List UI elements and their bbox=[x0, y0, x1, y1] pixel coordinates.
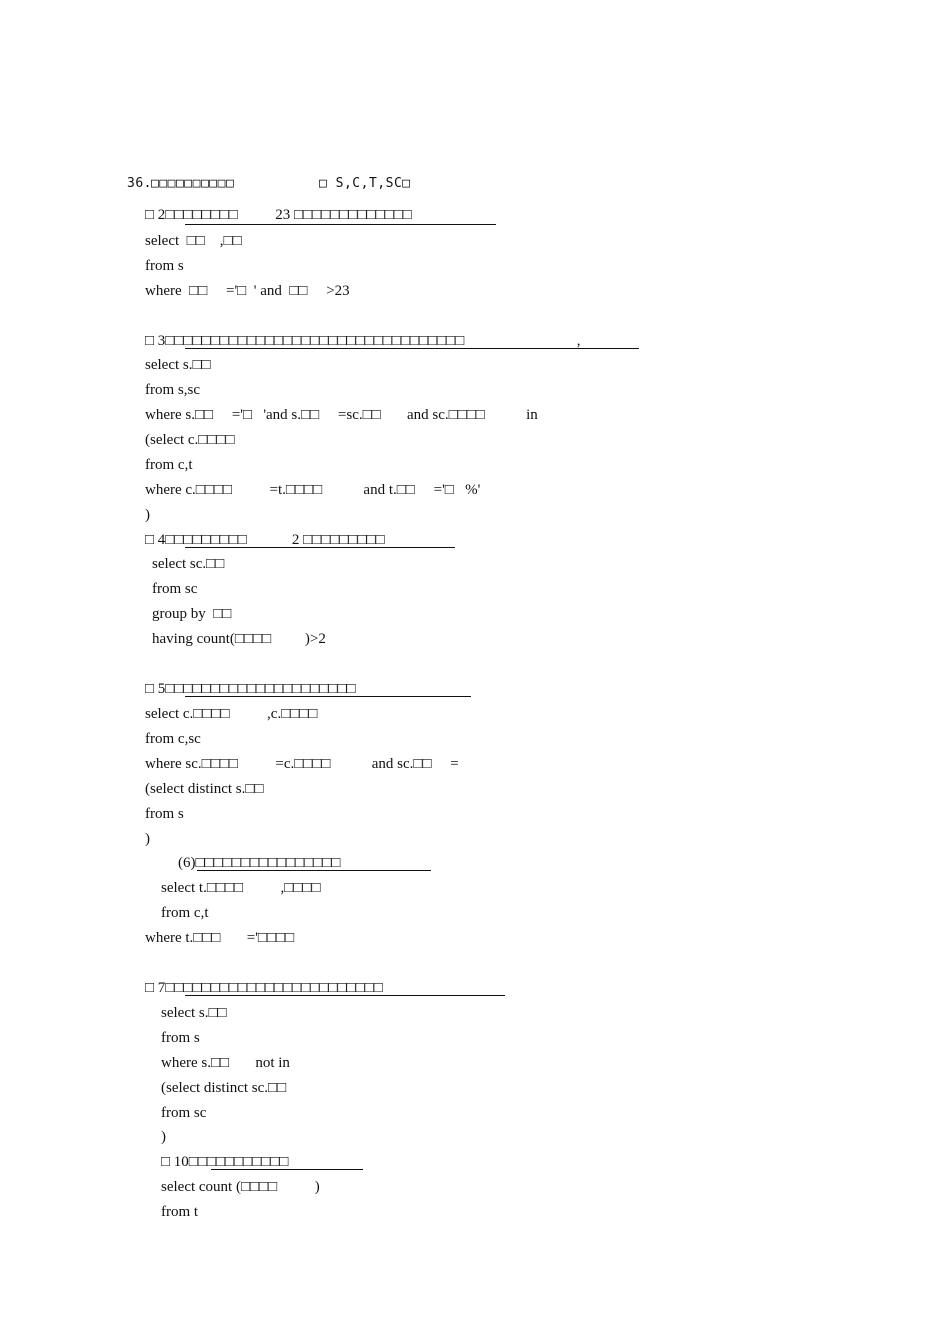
q6-code-line-1: select t.□□□□ ,□□□□ bbox=[161, 880, 321, 896]
q5-code-line-3: where sc.□□□□ =c.□□□□ and sc.□□ = bbox=[145, 756, 459, 772]
q7-code-line-4: (select distinct sc.□□ bbox=[161, 1080, 287, 1096]
q3-code-line-1: select s.□□ bbox=[145, 357, 211, 373]
q6-title-underline bbox=[197, 870, 431, 871]
q6-title: (6)□□□□□□□□□□□□□□□□ bbox=[178, 855, 341, 871]
q10-code-line-1: select count (□□□□ ) bbox=[161, 1179, 320, 1195]
question-heading-number: 36. bbox=[127, 176, 152, 191]
q3-code-line-2: from s,sc bbox=[145, 382, 200, 398]
q10-code-line-2: from t bbox=[161, 1204, 199, 1220]
q6-code-line-3: where t.□□□ ='□□□□ bbox=[145, 930, 295, 946]
q5-code-line-2: from c,sc bbox=[145, 731, 201, 747]
q10-title: □ 10□□□□□□□□□□□ bbox=[161, 1154, 289, 1170]
q7-title-underline bbox=[185, 995, 505, 996]
q3-code-line-5: from c,t bbox=[145, 457, 193, 473]
q7-code-line-2: from s bbox=[161, 1030, 200, 1046]
q4-code-line-4: having count(□□□□ )>2 bbox=[152, 631, 326, 647]
q2-title-underline bbox=[185, 224, 496, 225]
q10-title-underline bbox=[211, 1169, 363, 1170]
q5-code-line-4: (select distinct s.□□ bbox=[145, 781, 264, 797]
q5-code-line-1: select c.□□□□ ,c.□□□□ bbox=[145, 706, 318, 722]
q3-code-line-4: (select c.□□□□ bbox=[145, 432, 235, 448]
q2-code-line-1: select □□ ,□□ bbox=[145, 233, 242, 249]
q2-code-line-3: where □□ ='□ ' and □□ >23 bbox=[145, 283, 350, 299]
q5-title: □ 5□□□□□□□□□□□□□□□□□□□□□ bbox=[145, 681, 356, 697]
q7-code-line-3: where s.□□ not in bbox=[161, 1055, 290, 1071]
q6-code-line-2: from c,t bbox=[161, 905, 209, 921]
q4-code-line-1: select sc.□□ bbox=[152, 556, 225, 572]
q7-code-line-5: from sc bbox=[161, 1105, 207, 1121]
q4-title: □ 4□□□□□□□□□ 2 □□□□□□□□□ bbox=[145, 532, 385, 548]
q3-title-underline bbox=[185, 348, 639, 349]
question-heading-tables: □ S,C,T,SC□ bbox=[319, 176, 411, 191]
q2-title: □ 2□□□□□□□□ 23 □□□□□□□□□□□□□ bbox=[145, 207, 412, 223]
q5-title-underline bbox=[185, 696, 471, 697]
q3-title: □ 3□□□□□□□□□□□□□□□□□□□□□□□□□□□□□□□□□ , bbox=[145, 333, 581, 349]
q7-title: □ 7□□□□□□□□□□□□□□□□□□□□□□□□ bbox=[145, 980, 383, 996]
q4-code-line-2: from sc bbox=[152, 581, 198, 597]
q3-code-line-7: ) bbox=[145, 507, 150, 523]
q5-code-line-6: ) bbox=[145, 831, 150, 847]
q4-code-line-3: group by □□ bbox=[152, 606, 232, 622]
q7-code-line-6: ) bbox=[161, 1129, 166, 1145]
question-heading-text: □□□□□□□□□□ bbox=[151, 176, 235, 191]
q5-code-line-5: from s bbox=[145, 806, 184, 822]
q3-code-line-6: where c.□□□□ =t.□□□□ and t.□□ ='□ %' bbox=[145, 482, 481, 498]
q2-code-line-2: from s bbox=[145, 258, 184, 274]
q4-title-underline bbox=[185, 547, 455, 548]
q7-code-line-1: select s.□□ bbox=[161, 1005, 227, 1021]
q3-code-line-3: where s.□□ ='□ 'and s.□□ =sc.□□ and sc.□□□□ in bbox=[145, 407, 538, 423]
